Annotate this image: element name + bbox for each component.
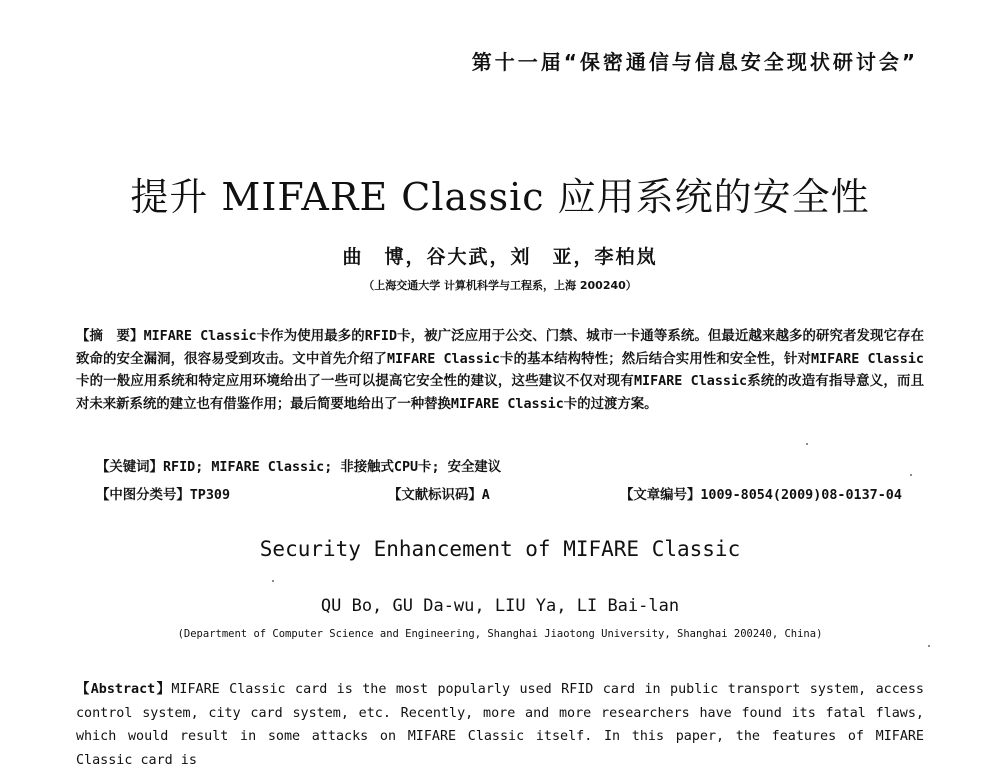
scan-speck bbox=[806, 443, 808, 445]
keywords-label: 【关键词】 bbox=[96, 460, 163, 475]
abstract-cn-label: 【摘 要】 bbox=[76, 329, 144, 344]
doc-code-field bbox=[388, 484, 490, 503]
authors-cn: 曲 博，谷大武，刘 亚，李柏岚 bbox=[342, 246, 658, 268]
clc-field bbox=[96, 484, 230, 503]
article-number-label: 【文章编号】 bbox=[620, 488, 701, 503]
doc-code-label: 【文献标识码】 bbox=[388, 488, 482, 503]
clc-label: 【中图分类号】 bbox=[96, 488, 190, 503]
abstract-en-text: MIFARE Classic card is the most popularly used RFID card in public transport system, access control system, city card system, etc. Recently, more and more researchers have found its fatal flaws, which would result in some attacks on MIFARE Classic itself. In this paper, the features of MIFARE Classic card is bbox=[76, 682, 924, 768]
abstract-cn bbox=[76, 326, 924, 416]
paper-title-en: Security Enhancement of MIFARE Classic bbox=[259, 537, 741, 561]
keywords-line bbox=[96, 456, 501, 475]
article-number-value: 1009-8054(2009)08-0137-04 bbox=[700, 488, 902, 503]
paper-title-cn: 提升 MIFARE Classic 应用系统的安全性 bbox=[130, 175, 870, 219]
clc-value: TP309 bbox=[189, 488, 231, 503]
affiliation-en: (Department of Computer Science and Engineering, Shanghai Jiaotong University, Shanghai 200240, China) bbox=[177, 628, 823, 640]
keywords-text: RFID; MIFARE Classic; 非接触式CPU卡; 安全建议 bbox=[162, 460, 502, 475]
doc-code-value: A bbox=[481, 488, 490, 503]
scan-speck bbox=[928, 645, 930, 647]
article-number-field bbox=[620, 484, 902, 503]
authors-en: QU Bo, GU Da-wu, LIU Ya, LI Bai-lan bbox=[320, 596, 680, 616]
scan-speck bbox=[272, 580, 274, 582]
affiliation-cn: （上海交通大学 计算机科学与工程系，上海 200240） bbox=[363, 279, 637, 292]
abstract-en-label: 【Abstract】 bbox=[76, 682, 172, 697]
scan-speck bbox=[910, 474, 912, 476]
abstract-en bbox=[76, 678, 924, 772]
conference-header: 第十一届“保密通信与信息安全现状研讨会” bbox=[471, 50, 918, 74]
abstract-cn-text: MIFARE Classic卡作为使用最多的RFID卡，被广泛应用于公交、门禁、城市一卡通等系统。但最近越来越多的研究者发现它存在致命的安全漏洞，很容易受到攻击。文中首先介绍了MIFARE Classic卡的基本结构特性；然后结合实用性和安全性，针对MIFARE Classic卡的一般应用系统和特定应用环境给出了一些可以提高它安全性的建议，这些建议不仅对现有MIFARE Classic系统的改造有指导意义，而且对未来新系统的建立也有借鉴作用；最后简要地给出了一种替换MIFARE Classic卡的过渡方案。 bbox=[76, 329, 924, 412]
